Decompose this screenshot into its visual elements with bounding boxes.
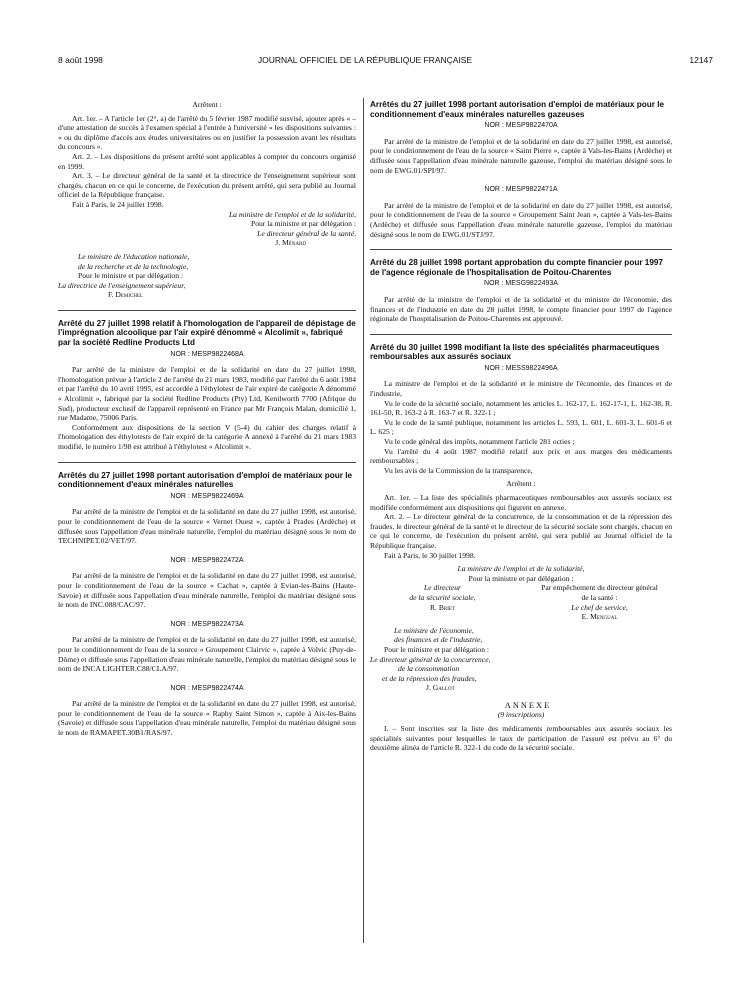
article-2: Art. 2. – Le directeur général de la concurrence, de la consommation et de la répression des fraudes, le directeur général de la santé et le directeur de la sécurité sociale sont chargés, chacun en ce qui le concerne, de l'exécution du présent arrêté, qui sera publié au Journal officiel de la République française. [370, 512, 672, 550]
signature2-role1: Le ministre de l'éducation nationale, [78, 251, 190, 261]
section-title-alcolimit: Arrêté du 27 juillet 1998 relatif à l'homologation de l'appareil de dépistage de l'imprégnation alcoolique par l'air expiré dénommé « Alcolimit », fabriqué par la société Redline Products Ltd [58, 318, 356, 348]
nor-code: NOR : MESP9822468A [170, 350, 244, 358]
signature2-name: J. Gallot [426, 683, 455, 693]
section-title-compte-financier: Arrêté du 28 juillet 1998 portant approbation du compte financier pour 1997 de l'agence régionale de l'hospitalisation de Poitou-Charentes [370, 258, 663, 277]
paragraph: Par arrêté de la ministre de l'emploi et de la solidarité en date du 27 juillet 1998, est autorisé, pour le conditionnement de l'eau de la source « Vernet Ouest », captée à Prades (Ardèche) et diffusée sous l'appellation d'eau minérale naturelle, l'emploi du matériau désigné sous le nom de TECHNIPET.02/VET/97. [58, 507, 356, 546]
paragraph: Conformément aux dispositions de la section V (5-4) du cahier des charges relatif à l'homologation des éthylotests de l'air expiré de la catégorie A annexé à l'arrêté du 21 mars 1983 modifié, le numéro 1/98 est attribué à l'éthylotest « Alcolimit ». [58, 422, 356, 451]
signature-delegation: Pour la ministre et par délégation : [468, 573, 574, 583]
signature2-role2: des finances et de l'industrie, [394, 635, 483, 645]
nor-code: NOR : MESS9822496A [484, 364, 558, 372]
paragraph: La ministre de l'emploi et de la solidarité et le ministre de l'économie, des finances et de l'industrie, [370, 379, 672, 399]
section-title-specialites: Arrêté du 30 juillet 1998 modifiant la liste des spécialités pharmaceutiques remboursables aux assurés sociaux [370, 342, 660, 362]
signature-right: Par empêchement du directeur général de la santé : Le chef de service, E. Mengual [541, 583, 658, 622]
signature2-director: La directrice de l'enseignement supérieur, [58, 280, 186, 290]
nor-code: NOR : MESP9822469A [170, 492, 244, 500]
section-rule [370, 334, 672, 335]
paragraph: Par arrêté de la ministre de l'emploi et de la solidarité en date du 27 juillet 1998, est autorisé, pour le conditionnement de l'eau de la source « Saint Pierre », captée à Vals-les-Bains (Ardèche) et diffusée sous l'appellation d'eau minérale naturelle gazeuse, l'emploi du matériau désigné sous le nom de EWG.01/SPI/97. [370, 136, 672, 175]
paragraph: Vu le code de la santé publique, notamment les articles L. 593, L. 601, L. 601-3, L. 601-6 et L. 625 ; [370, 417, 672, 437]
signature-role: La ministre de l'emploi et de la solidarité, [228, 209, 356, 219]
article-1: Art. 1er. – La liste des spécialités pharmaceutiques remboursables aux assurés sociaux est modifiée conformément aux dispositions qui figurent en annexe. [370, 493, 672, 512]
section-title-eaux-gazeuses: Arrêtés du 27 juillet 1998 portant autorisation d'emploi de matériaux pour le conditionnement d'eaux minérales naturelles gazeuses [370, 100, 665, 119]
article-1: Art. 1er. – A l'article 1er (2°, a) de l'arrêté du 5 février 1987 modifié susvisé, ajouter après « – d'une attestation de succès à l'examen spécial à l'entrée à l'université » les dispositions suivantes : « ou du diplôme d'accès aux études universitaires ou en justifier la possession avant les résultats du concours ». [58, 113, 356, 152]
signature2-director3: et de la répression des fraudes, [382, 673, 477, 683]
section-rule [58, 462, 356, 463]
signature-name: J. Ménard [275, 238, 306, 248]
nor-code: NOR : MESP9822472A [170, 556, 244, 564]
fait-a-paris: Fait à Paris, le 24 juillet 1998. [72, 199, 164, 209]
signature2-director1: Le directeur général de la concurrence, [370, 654, 491, 664]
paragraph: Par arrêté de la ministre de l'emploi et de la solidarité en date du 27 juillet 1998, est autorisé, pour le conditionnement de l'eau de la source « Groupement Clairvic », captée à Volvic (Puy-de-Dôme) et diffusée sous l'appellation d'eau minérale naturelle, l'emploi du matériau désigné sous le nom de INCA LIGHTER.C88/CLA/97. [58, 635, 356, 674]
signature2-role2: de la recherche et de la technologie, [78, 261, 189, 271]
right-column [370, 100, 672, 753]
paragraph: Vu le code général des impôts, notamment l'article 281 octies ; [384, 437, 575, 447]
signature2-delegation: Pour le ministre et par délégation : [78, 271, 184, 281]
section-title-eaux-minerales: Arrêtés du 27 juillet 1998 portant autorisation d'emploi de matériaux pour le conditionnement d'eaux minérales naturelles [58, 470, 353, 490]
header-journal-title: JOURNAL OFFICIEL DE LA RÉPUBLIQUE FRANÇAISE [257, 55, 473, 65]
signature-pair [370, 583, 672, 621]
paragraph: Par arrêté de la ministre de l'emploi et de la solidarité et du ministre de l'économie, des finances et de l'industrie en date du 28 juillet 1998, le compte financier pour 1997 de l'agence régionale de l'hospitalisation de Poitou-Charentes est approuvé. [370, 294, 672, 324]
left-column [58, 100, 356, 738]
signature2-role1: Le ministre de l'économie, [394, 625, 474, 635]
header-page-number: 12147 [689, 55, 713, 65]
paragraph: Par arrêté de la ministre de l'emploi et de la solidarité en date du 27 juillet 1998, est autorisé, pour le conditionnement de l'eau de la source « Raphy Saint Simon », captée à Aix-les-Bains (Savoie) et diffusée sous l'appellation d'eau minérale naturelle, l'emploi du matériau désigné sous le nom de RAMAPET.30B1/RAS/97. [58, 699, 356, 738]
nor-code: NOR : MESP9822473A [170, 620, 244, 628]
signature-left: Le directeur de la sécurité sociale, R. Briet [409, 583, 476, 612]
arretent-heading: Arrêtent : [506, 479, 536, 489]
section-rule [370, 249, 672, 250]
nor-code: NOR : MESG9822493A [484, 280, 558, 288]
signature-delegation: Pour la ministre et par délégation : [250, 219, 356, 229]
nor-code: NOR : MESP9822470A [484, 122, 558, 130]
fait-a-paris: Fait à Paris, le 30 juillet 1998. [384, 550, 476, 560]
column-divider [363, 98, 364, 943]
signature2-name: F. Demichel [108, 290, 144, 300]
paragraph: Par arrêté de la ministre de l'emploi et de la solidarité en date du 27 juillet 1998, est autorisé, pour le conditionnement de l'eau de la source « Groupement Saint Jean », captée à Vals-les-Bains (Ardèche) et diffusée sous l'appellation d'eau minérale naturelle gazeuse, l'emploi du matériau désigné sous le nom de EWG.01/STJ/97. [370, 200, 672, 239]
article-2: Art. 2. – Les dispositions du présent arrêté sont applicables à compter du concours organisé en 1999. [58, 151, 356, 171]
paragraph: Par arrêté de la ministre de l'emploi et de la solidarité en date du 27 juillet 1998, l'homologation prévue à l'article 2 de l'arrêté du 21 mars 1983, modifié par l'arrêté du 6 août 1984 et par l'arrêté du 10 avril 1995, est accordée à l'éthylotest de l'air expiré de catégorie A dénommé « Alcolimit », fabriqué par la société Redline Products (Pty) Ltd, Kenilworth 7700 (Afrique du Sud), producteur exclusif de l'appareil représenté en France par Mr François Malan, domicilié 1, rue Madame, 75006 Paris. [58, 365, 356, 423]
paragraph: Par arrêté de la ministre de l'emploi et de la solidarité en date du 27 juillet 1998, est autorisé, pour le conditionnement de l'eau de la source « Cachat », captée à Evian-les-Bains (Haute-Savoie) et diffusée sous l'appellation d'eau minérale naturelle, l'emploi du matériau désigné sous le nom de INC.088/CAC/97. [58, 571, 356, 610]
nor-code: NOR : MESP9822474A [170, 684, 244, 692]
annexe-subheading: (9 inscriptions) [497, 710, 545, 720]
paragraph: Vu l'arrêté du 4 août 1987 modifié relatif aux prix et aux marges des médicaments remboursables ; [370, 446, 672, 466]
page-header [0, 0, 731, 70]
paragraph: Vu le code de la sécurité sociale, notamment les articles L. 162-17, L. 162-17-1, L. 162-38, R. 161-50, R. 163-2 à R. 163-7 et R. 322-1 ; [370, 398, 672, 418]
signature-role: La ministre de l'emploi et de la solidarité, [457, 564, 585, 574]
annexe-heading: ANNEXE [504, 700, 552, 710]
arretent-heading: Arrêtent : [192, 100, 222, 109]
signature-director: Le directeur général de la santé, [257, 228, 356, 238]
article-3: Art. 3. – Le directeur général de la santé et la directrice de l'enseignement supérieur sont chargés, chacun en ce qui le concerne, de l'exécution du présent arrêté, qui sera publié au Journal officiel de la République française. [58, 171, 356, 200]
signature2-director2: de la consommation [398, 664, 460, 674]
annexe-paragraph: I. – Sont inscrites sur la liste des médicaments remboursables aux assurés sociaux les spécialités suivantes pour lesquelles le taux de participation de l'assuré est prévu au 6° du deuxième alinéa de l'article R. 322-1 du code de la sécurité sociale. [370, 724, 672, 753]
section-rule [58, 310, 356, 311]
paragraph: Vu les avis de la Commission de la transparence, [384, 465, 533, 475]
signature2-delegation: Pour le ministre et par délégation : [384, 644, 490, 654]
header-date: 8 août 1998 [58, 55, 103, 65]
nor-code: NOR : MESP9822471A [484, 186, 558, 194]
